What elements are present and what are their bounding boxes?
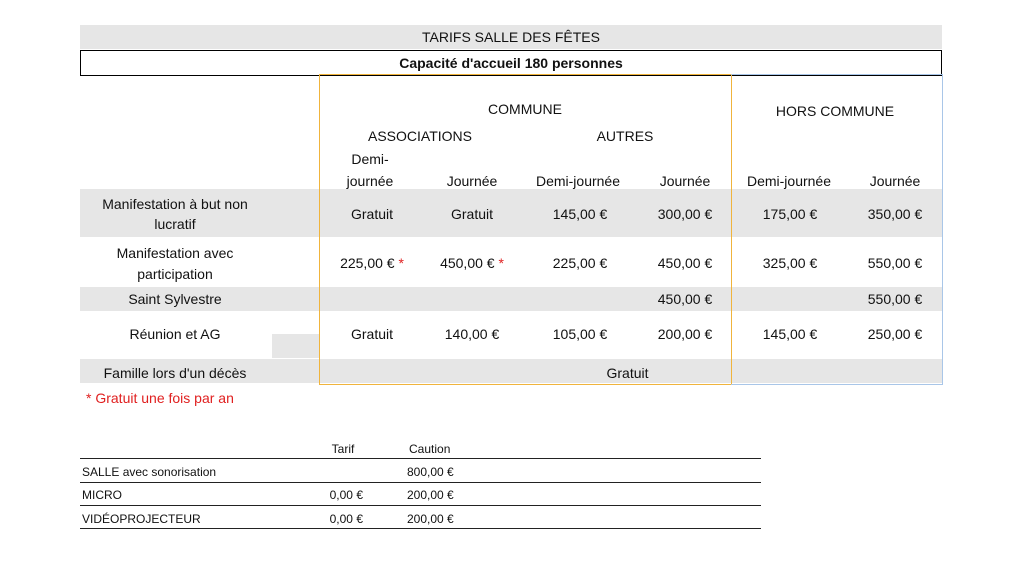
row-label: Saint Sylvestre xyxy=(128,291,222,307)
header-commune: COMMUNE xyxy=(488,101,562,117)
price-value: 450,00 € xyxy=(440,255,495,271)
price-cell: 105,00 € xyxy=(552,326,608,342)
price-cell-starred xyxy=(328,254,416,272)
price-cell: 450,00 € xyxy=(657,291,713,307)
equipment-rule xyxy=(80,482,761,483)
equipment-header-tarif: Tarif xyxy=(331,442,355,456)
price-cell: Gratuit xyxy=(350,326,393,342)
row-label-line2: participation xyxy=(137,266,213,282)
price-cell-starred xyxy=(428,254,516,272)
price-cell: 145,00 € xyxy=(552,206,608,222)
row-label-line2: lucratif xyxy=(154,216,196,232)
row-band-4-stub xyxy=(272,334,319,358)
asterisk-mark: * xyxy=(398,255,404,271)
col-header-autres-journee: Journée xyxy=(659,173,711,189)
price-cell: Gratuit xyxy=(450,206,493,222)
col-header-hors-demi: Demi-journée xyxy=(746,173,832,189)
price-cell: 325,00 € xyxy=(762,255,818,271)
price-value: 225,00 € xyxy=(340,255,395,271)
price-cell: 550,00 € xyxy=(867,291,923,307)
col-header-assoc-demi-line1: Demi- xyxy=(351,151,389,167)
price-cell: 200,00 € xyxy=(657,326,713,342)
col-header-assoc-demi-line2: journée xyxy=(346,173,394,189)
equipment-rule xyxy=(80,458,761,459)
header-associations: ASSOCIATIONS xyxy=(368,128,472,144)
equipment-rule xyxy=(80,505,761,506)
equipment-tarif: 0,00 € xyxy=(329,488,363,502)
equipment-tarif: 0,00 € xyxy=(329,512,363,526)
col-header-autres-demi: Demi-journée xyxy=(535,173,621,189)
merged-price-cell: Gratuit xyxy=(606,365,649,381)
price-cell: 350,00 € xyxy=(867,206,923,222)
price-cell: 550,00 € xyxy=(867,255,923,271)
footnote: * Gratuit une fois par an xyxy=(86,390,234,406)
row-label-line1: Manifestation avec xyxy=(116,245,234,261)
capacity-header: Capacité d'accueil 180 personnes xyxy=(80,50,942,76)
equipment-name: MICRO xyxy=(82,488,122,502)
equipment-rule xyxy=(80,528,761,529)
price-cell: Gratuit xyxy=(350,206,393,222)
asterisk-mark: * xyxy=(498,255,504,271)
price-cell: 140,00 € xyxy=(444,326,500,342)
price-cell: 250,00 € xyxy=(867,326,923,342)
price-cell: 225,00 € xyxy=(552,255,608,271)
col-header-hors-journee: Journée xyxy=(869,173,921,189)
header-hors-commune: HORS COMMUNE xyxy=(775,103,895,119)
row-label-line1: Manifestation à but non xyxy=(102,196,248,212)
row-label: Famille lors d'un décès xyxy=(103,365,247,381)
equipment-caution: 200,00 € xyxy=(407,512,454,526)
header-autres: AUTRES xyxy=(596,128,654,144)
page-title: TARIFS SALLE DES FÊTES xyxy=(80,25,942,49)
equipment-caution: 800,00 € xyxy=(407,465,454,479)
equipment-name: SALLE avec sonorisation xyxy=(82,465,217,479)
row-label: Réunion et AG xyxy=(129,326,221,342)
equipment-name: VIDÉOPROJECTEUR xyxy=(82,512,201,526)
equipment-caution: 200,00 € xyxy=(407,488,454,502)
price-cell: 145,00 € xyxy=(762,326,818,342)
price-cell: 450,00 € xyxy=(657,255,713,271)
col-header-assoc-journee: Journée xyxy=(446,173,498,189)
price-cell: 300,00 € xyxy=(657,206,713,222)
equipment-header-caution: Caution xyxy=(409,442,451,456)
price-cell: 175,00 € xyxy=(762,206,818,222)
